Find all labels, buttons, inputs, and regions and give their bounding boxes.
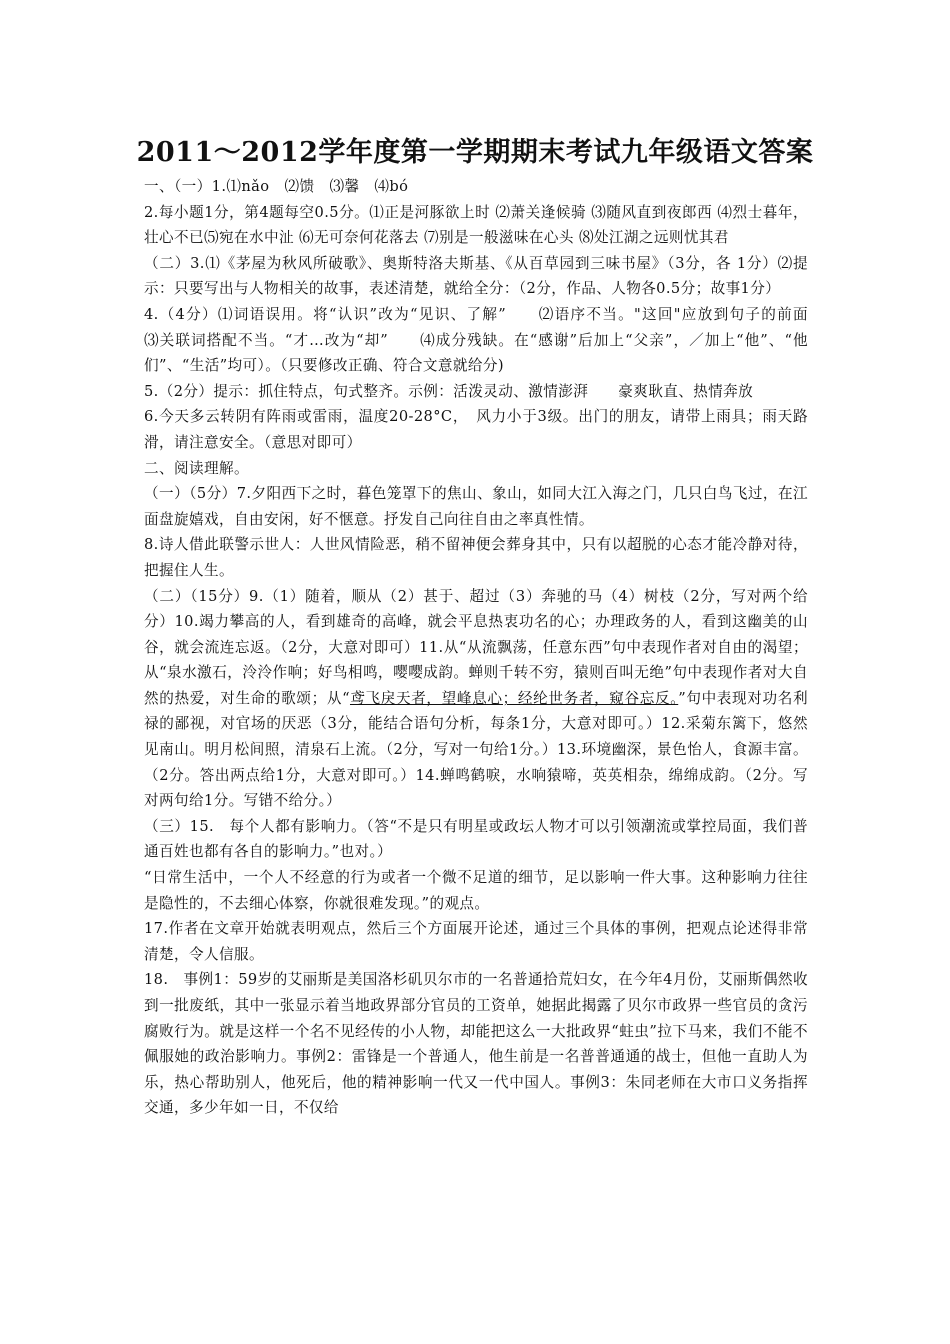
paragraph: 17.作者在文章开始就表明观点，然后三个方面展开论述，通过三个具体的事例，把观点论述得非常清楚，令人信服。 [144,920,808,963]
text-span: （二）（15分）9.（1）随着，顺从（2）甚于、超过（3）奔驰的马（4）树枝（2分，写对两个给分）10.竭力攀高的人，看到雄奇的高峰，就会平息热衷功名的心；办理政务的人，看到这幽美的山谷，就会流连忘返。（2分，大意对即可）11.从“从流飘荡，任意东西”句中表现作者对自由的渴望；从“泉水激石，泠泠作响；好鸟相鸣，嘤嘤成韵。蝉则千转不穷，猿则百叫无绝”句中表现作者对大自然的热爱，对生命的歌颂；从“ [144,587,808,707]
answer-content [144,174,838,1121]
paragraph: （二）3.⑴《茅屋为秋风所破歌》、奥斯特洛夫斯基、《从百草园到三味书屋》（3分，各 1分）⑵提示：只要写出与人物相关的故事，表述清楚，就给全分：（2分，作品、人物各0.5分；故事1分） [144,254,808,298]
paragraph: 6.今天多云转阴有阵雨或雷雨，温度20-28°C， 风力小于3级。出门的朋友，请带上雨具；雨天路滑，请注意安全。（意思对即可） [144,408,808,451]
paragraph: 2.每小题1分，第4题每空0.5分。⑴正是河豚欲上时 ⑵萧关逢候骑 ⑶随风直到夜郎西 ⑷烈士暮年，壮心不已⑸宛在水中沚 ⑹无可奈何花落去 ⑺别是一般滋味在心头 ⑻处江湖之远则忧其君 [144,203,808,247]
paragraph: 8.诗人借此联警示世人：人世风情险恶，稍不留神便会葬身其中，只有以超脱的心态才能冷静对待，把握住人生。 [144,536,808,579]
paragraph-reading-2 [144,584,808,814]
paragraph: （三）15. 每个人都有影响力。（答“不是只有明星或政坛人物才可以引领潮流或掌控局面，我们普通百姓也都有各自的影响力。”也对。） [144,817,808,861]
paragraph: （一）（5分）7.夕阳西下之时，暮色笼罩下的焦山、象山，如同大江入海之门，几只白鸟飞过，在江面盘旋嬉戏，自由安闲，好不惬意。抒发自己向往自由之率真性情。 [144,485,808,528]
paragraph: 5.（2分）提示：抓住特点，句式整齐。示例：活泼灵动、激情澎湃 豪爽耿直、热情奔放 [144,382,754,400]
paragraph: 18. 事例1：59岁的艾丽斯是美国洛杉矶贝尔市的一名普通拾荒妇女，在今年4月份，艾丽斯偶然收到一批废纸，其中一张显示着当地政界部分官员的工资单，她据此揭露了贝尔市政界一些官员的贪污腐败行为。就是这样一个名不见经传的小人物，却能把这么一大批政界“蛀虫”拉下马来，我们不能不佩服她的政治影响力。事例2：雷锋是一个普通人，他生前是一名普普通通的战士，但他一直助人为乐，热心帮助别人，他死后，他的精神影响一代又一代中国人。事例3：朱同老师在大市口义务指挥交通，多少年如一日，不仅给 [144,971,808,1117]
page-title: 2011～2012学年度第一学期期末考试九年级语文答案 [136,137,814,168]
paragraph: 4.（4分）⑴词语误用。将“认识”改为“见识、了解” ⑵语序不当。"这回"应放到句子的前面 ⑶关联词搭配不当。“才…改为“却” ⑷成分残缺。在“感谢”后加上“父亲”，／加上“他”、“他们”、“生活”均可）。（只要修改正确、符合文意就给分) [144,305,838,375]
paragraph: 二、阅读理解。 [144,459,249,477]
text-span: ”句中表现对功名利禄的鄙视，对官场的厌恶（3分，能结合语句分析，每条1分，大意对即可。）12.采菊东篱下，悠然见南山。明月松间照，清泉石上流。（2分，写对一句给1分。）13.环境幽深，景色怡人，食源丰富。（2分。答出两点给1分，大意对即可。）14.蝉鸣鹤唳，水响猿啼，英英相杂，绵绵成韵。（2分。写对两句给1分。写错不给分。） [144,689,808,810]
paragraph: 一、（一）1.⑴nǎo ⑵馈 ⑶馨 ⑷bó [144,178,409,195]
paragraph: “日常生活中，一个人不经意的行为或者一个微不足道的细节，足以影响一件大事。这种影响力往往是隐性的，不去细心体察，你就很难发现。”的观点。 [144,869,808,912]
underlined-quote: 鸢飞戾天者，望峰息心；经纶世务者，窥谷忘反。 [349,689,679,707]
